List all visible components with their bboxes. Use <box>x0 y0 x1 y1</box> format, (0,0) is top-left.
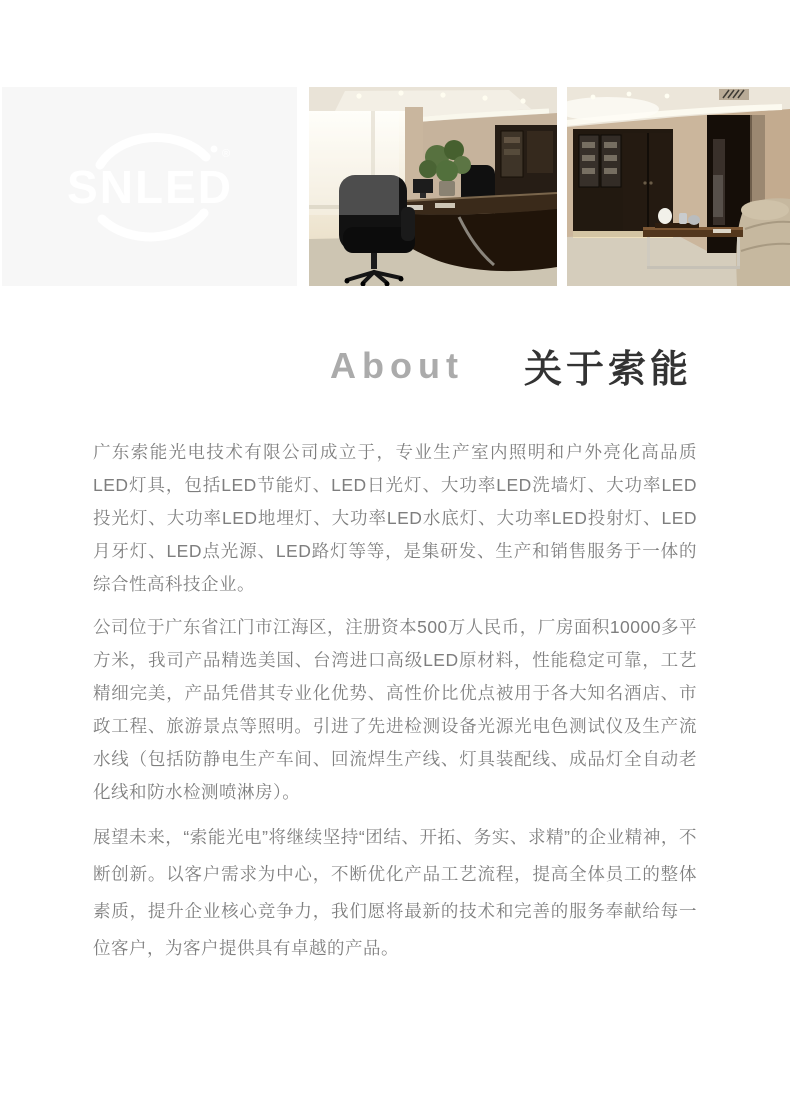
section-heading <box>330 338 692 393</box>
about-paragraph-vision: 展望未来，“索能光电”将继续坚持“团结、开拓、务实、求精”的企业精神，不断创新。以客户需求为中心，不断优化产品工艺流程，提高全体员工的整体素质，提升企业核心竞争力，我们愿将最新的技术和完善的服务奉献给每一位客户，为客户提供具有卓越的产品。 <box>93 827 697 958</box>
about-content <box>93 436 697 977</box>
section-title-zh: 关于索能 <box>523 349 692 391</box>
section-title-en: About <box>330 344 464 386</box>
office-photo-executive-desk <box>309 87 557 286</box>
company-logo-card <box>2 87 297 286</box>
about-paragraph-company-intro: 广东索能光电技术有限公司成立于，专业生产室内照明和户外亮化高品质LED灯具，包括LED节能灯、LED日光灯、大功率LED洗墙灯、大功率LED投光灯、大功率LED地埋灯、大功率LED水底灯、大功率LED投射灯、LED月牙灯、LED点光源、LED路灯等等，是集研发、生产和销售服务于一体的综合性高科技企业。 <box>93 442 697 594</box>
about-paragraph-location-facilities: 公司位于广东省江门市江海区，注册资本500万人民币，厂房面积10000多平方米，我司产品精选美国、台湾进口高级LED原材料，性能稳定可靠，工艺精细完美，产品凭借其专业化优势、高性价比优点被用于各大知名酒店、市政工程、旅游景点等照明。引进了先进检测设备光源光电色测试仪及生产流水线（包括防静电生产车间、回流焊生产线、灯具装配线、成品灯全自动老化线和防水检测喷淋房）。 <box>93 617 697 802</box>
snled-logo-icon <box>2 87 297 286</box>
snled-logo-text: SNLED <box>67 161 233 213</box>
office-photo-lounge <box>567 87 790 286</box>
registered-trademark-icon: ® <box>221 148 231 160</box>
